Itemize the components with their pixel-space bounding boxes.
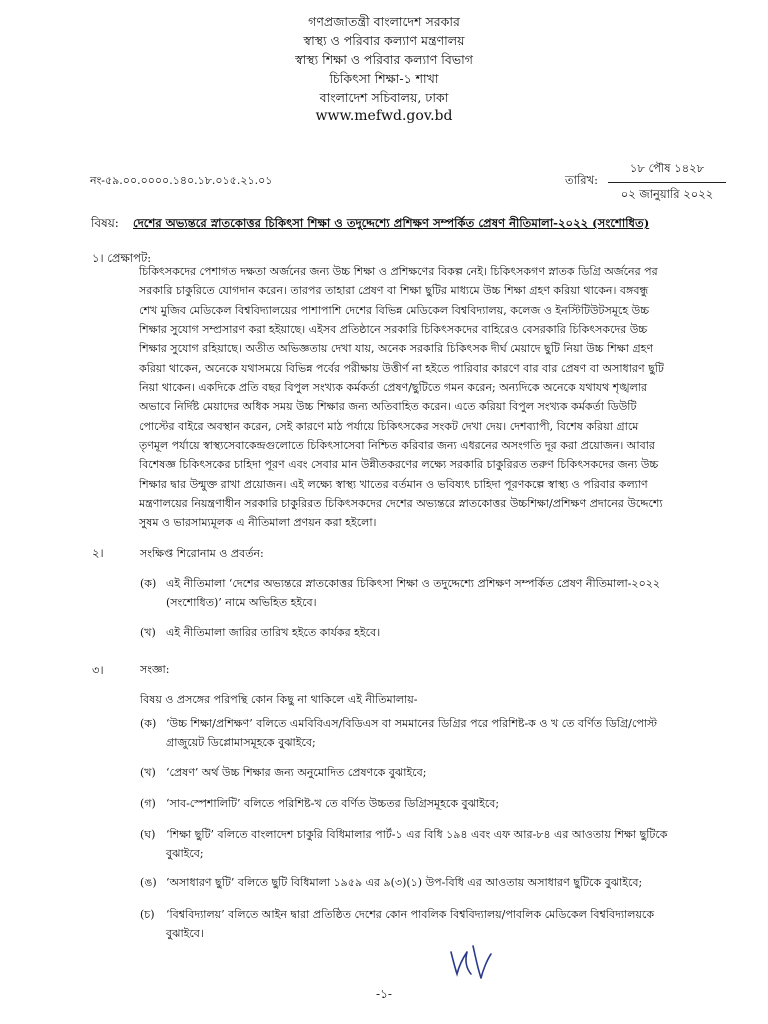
list-item-line: (সংশোধিত)’ নামে অভিহিত হইবে। [166,596,317,609]
paragraph-line: মন্ত্রণালয়ের নিয়ন্ত্রণাধীন সরকারি চাকুরিরত চিকিৎসকদের দেশের অভ্যন্তরে স্নাতকোত্তর উচ্চশিক্ষা/প্রশিক্ষণ প্রদানের উদ্দেশ্যে [139,497,663,511]
paragraph-line: শিক্ষার দ্বার উন্মুক্ত রাখা প্রয়োজন। এই লক্ষ্যে স্বাস্থ্য খাতের বর্তমান ও ভবিষ্যৎ চাহিদা পূরণকল্পে স্বাস্থ্য ও পরিবার কল্যাণ [139,477,648,491]
list-item-line: এই নীতিমালা ‘দেশের অভ্যন্তরে স্নাতকোত্তর চিকিৎসা শিক্ষা ও তদুদ্দেশ্যে প্রশিক্ষণ সম্পর্কিত প্রেষণ নীতিমালা-২০২২ [166,577,661,590]
list-marker: (খ) [140,626,156,639]
paragraph-line: তৃণমূল পর্যায়ে স্বাস্থ্যসেবাকেন্দ্রগুলোতে চিকিৎসাসেবা নিশ্চিত করিবার জন্য এধরনের অসংগতি দূর করা প্রয়োজন। আবার [139,439,655,453]
list-item: ‘সাব-স্পেশালিটি’ বলিতে পরিশিষ্ট-খ তে বর্ণিত উচ্চতর ডিগ্রিসমূহকে বুঝাইবে; [166,797,500,810]
subject-label: বিষয়: [91,216,119,230]
list-marker: (চ) [140,908,155,921]
section-3-heading: সংজ্ঞা: [140,663,170,676]
paragraph-line: শিক্ষার সুযোগ সম্প্রসারণ করা হইয়াছে। এইসব প্রতিষ্ঠানে সরকারি চিকিৎসকদের বাহিরেও বেসরকারি চিকিৎসকদের উচ্চ [139,323,648,337]
ministry-name: স্বাস্থ্য ও পরিবার কল্যাণ মন্ত্রণালয় [303,33,465,48]
list-marker: (গ) [140,797,156,810]
memo-number: নং-৫৯.০০.০০০০.১৪০.১৮.০১৫.২১.০১ [90,174,273,187]
date-bengali: ১৮ পৌষ ১৪২৮ [629,161,705,175]
paragraph-line: শিক্ষার সুযোগ রহিয়াছে। অতীত অভিজ্ঞতায় দেখা যায়, অনেক সরকারি চিকিৎসক দীর্ঘ মেয়াদে ছুটি নিয়া উচ্চ শিক্ষা গ্রহণ [139,342,654,356]
list-item-line: ‘শিক্ষা ছুটি’ বলিতে বাংলাদেশ চাকুরি বিধিমালার পার্ট-১ এর বিধি ১৯৪ এবং এফ আর-৮৪ এর আওতায় শিক্ষা ছুটিকে [166,828,668,841]
section-1-heading: ১। প্রেক্ষাপট: [92,251,152,265]
list-item: এই নীতিমালা জারির তারিখ হইতে কার্যকর হইবে। [166,626,381,639]
signature-icon [445,940,495,982]
list-item-line: বুঝাইবে; [166,847,204,860]
list-item [166,825,726,863]
paragraph-line: নিয়া থাকেন। একদিকে প্রতি বছর বিপুল সংখ্যক কর্মকর্তা প্রেষণ/ছুটিতে গমন করেন; অন্যদিকে অনেকে যথাযথ শৃঙ্খলার [139,381,648,395]
branch-name: চিকিৎসা শিক্ষা-১ শাখা [329,71,439,86]
list-item-line: ‘উচ্চ শিক্ষা/প্রশিক্ষণ’ বলিতে এমবিবিএস/বিডিএস বা সমমানের ডিগ্রির পরে পরিশিষ্ট-ক ও খ তে বর্ণিত ডিগ্রি/পোস্ট [166,717,657,730]
section-3-intro: বিষয় ও প্রসঙ্গের পরিপন্থি কোন কিছু না থাকিলে এই নীতিমালায়- [140,693,418,706]
list-marker: (ঙ) [140,876,157,889]
signature-mark [445,940,495,986]
paragraph-line: শেখ মুজিব মেডিকেল বিশ্ববিদ্যালয়ের পাশাপাশি দেশের বিভিন্ন মেডিকেল বিশ্ববিদ্যালয়, কলেজ ও ইনস্টিটিউটসমূহে উচ্চ [139,303,650,317]
list-item [166,574,726,612]
section-1-body [139,262,725,533]
list-marker: (ক) [140,717,157,730]
date-block [608,160,726,205]
letterhead [0,12,768,126]
paragraph-line: করিয়া থাকেন, অনেকে যথাসময়ে বিভিন্ন পর্বের পরীক্ষায় উত্তীর্ণ না হইতে পারিবার কারণে বার বার প্রেষণ বা অসাধারণ ছুটি [139,361,664,375]
list-marker: (ক) [140,577,157,590]
website-link[interactable]: www.mefwd.gov.bd [315,108,453,124]
list-item: ‘প্রেষণ’ অর্থ উচ্চ শিক্ষার জন্য অনুমোদিত প্রেষণকে বুঝাইবে; [166,766,427,779]
paragraph-line: বিশেষজ্ঞ চিকিৎসকের চাহিদা পূরণ এবং সেবার মান উন্নীতকরণের লক্ষ্যে সরকারি চাকুরিরত তরুণ চিকিৎসকদের জন্য উচ্চ [139,458,659,472]
office-address: বাংলাদেশ সচিবালয়, ঢাকা [319,90,449,105]
list-item-line: গ্রাজুয়েট ডিপ্লোমাসমূহকে বুঝাইবে; [166,736,316,749]
subject-text: দেশের অভ্যন্তরে স্নাতকোত্তর চিকিৎসা শিক্ষা ও তদুদ্দেশ্যে প্রশিক্ষণ সম্পর্কিত প্রেষণ নীতিমালা-২০২২ (সংশোধিত) [133,216,650,230]
list-item-line: ‘বিশ্ববিদ্যালয়’ বলিতে আইন দ্বারা প্রতিষ্ঠিত দেশের কোন পাবলিক বিশ্ববিদ্যালয়/পাবলিক মেডিকেল বিশ্ববিদ্যালয়কে [166,908,655,921]
list-item-line: বুঝাইবে। [166,927,204,940]
section-3-number: ৩। [92,663,104,677]
date-divider [608,182,726,183]
list-item: ‘অসাধারণ ছুটি’ বলিতে ছুটি বিধিমালা ১৯৫৯ এর ৯(৩)(১) উপ-বিধি এর আওতায় অসাধারণ ছুটিকে বুঝাইবে; [166,876,643,889]
division-name: স্বাস্থ্য শিক্ষা ও পরিবার কল্যাণ বিভাগ [295,52,473,67]
list-item [166,714,726,752]
paragraph-line: সুষম ও ভারসাম্যমূলক এ নীতিমালা প্রণয়ন করা হইলো। [139,516,377,530]
page-number: -১- [376,987,392,1001]
date-gregorian: ০২ জানুয়ারি ২০২২ [620,187,714,201]
list-item [166,905,726,943]
paragraph-line: চিকিৎসকদের পেশাগত দক্ষতা অর্জনের জন্য উচ্চ শিক্ষা ও প্রশিক্ষণের বিকল্প নেই। চিকিৎসকগণ স্নাতক ডিগ্রি অর্জনের পর [139,265,658,278]
list-marker: (ঘ) [140,828,156,841]
government-title: গণপ্রজাতন্ত্রী বাংলাদেশ সরকার [308,14,460,29]
paragraph-line: পোস্টের বাইরে অবস্থান করেন, সেই কারণে মাঠ পর্যায়ে চিকিৎসকের সংকট দেখা দেয়। দেশব্যাপী, বিশেষ করিয়া গ্রামে [139,419,639,433]
date-label: তারিখ: [565,173,599,187]
paragraph-line: সরকারি চাকুরিতে যোগদান করেন। তারপর তাহারা প্রেষণ বা শিক্ষা ছুটির মাধ্যমে উচ্চ শিক্ষা গ্রহণ করিয়া থাকেন। বঙ্গবন্ধু [139,284,649,298]
section-2-heading: সংক্ষিপ্ত শিরোনাম ও প্রবর্তন: [140,547,264,560]
paragraph-line: অভাবে নির্দিষ্ট মেয়াদের অধিক সময় উচ্চ শিক্ষার জন্য অতিবাহিত করেন। এতে করিয়া বিপুল সংখ্যক কর্মকর্তা ডিউটি [139,400,637,414]
list-marker: (খ) [140,766,156,779]
section-2-number: ২। [92,546,104,560]
